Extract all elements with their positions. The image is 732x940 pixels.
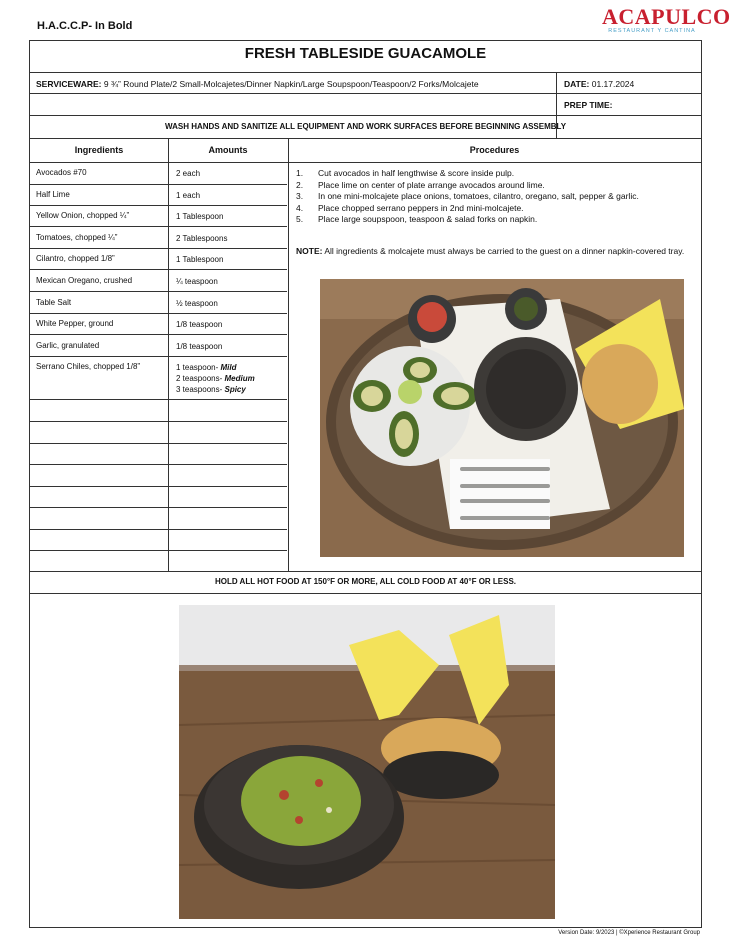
tray-setup-photo [320, 279, 684, 557]
ingredient-amount: 2 Tablespoons [176, 234, 228, 243]
ingredient-amount: ¼ teaspoon [176, 277, 218, 286]
ingredient-amount: ½ teaspoon [176, 299, 218, 308]
recipe-card [29, 40, 702, 928]
serviceware-line [36, 79, 479, 89]
ingredient-amount: 1 Tablespoon [176, 212, 224, 221]
ingredient-name: Yellow Onion, chopped ¼” [36, 211, 130, 220]
note-label: NOTE: [296, 246, 323, 256]
ingredient-name: Table Salt [36, 298, 72, 307]
procedure-step: 3. In one mini-molcajete place onions, tomatoes, cilantro, oregano, salt, pepper & garlic. [296, 191, 639, 201]
hold-notice: HOLD ALL HOT FOOD AT 150°F OR MORE, ALL COLD FOOD AT 40°F OR LESS. [214, 577, 517, 586]
ingredient-name: Half Lime [36, 190, 70, 199]
acapulco-logo [602, 4, 731, 34]
serrano-medium: 2 teaspoons- Medium [176, 374, 255, 383]
prep-time-label: PREP TIME: [564, 100, 613, 110]
serviceware-label: SERVICEWARE: [36, 79, 102, 89]
serrano-mild: 1 teaspoon- Mild [176, 363, 237, 372]
procedure-step: 1. Cut avocados in half lengthwise & score inside pulp. [296, 168, 515, 178]
wash-notice: WASH HANDS AND SANITIZE ALL EQUIPMENT AND WORK SURFACES BEFORE BEGINNING ASSEMBLY [164, 122, 567, 131]
ingredient-amount: 1 Tablespoon [176, 255, 224, 264]
ingredient-amount: 1/8 teaspoon [176, 320, 223, 329]
procedures-header: Procedures [469, 145, 520, 155]
date-label: DATE: [564, 79, 590, 89]
serviceware-value: 9 ¾” Round Plate/2 Small-Molcajetes/Dinner Napkin/Large Soupspoon/Teaspoon/2 Forks/Molcajete [103, 79, 479, 89]
ingredient-amount: 1/8 teaspoon [176, 342, 223, 351]
amounts-header: Amounts [208, 145, 248, 155]
ingredient-name: Cilantro, chopped 1/8” [36, 254, 115, 263]
date-line [564, 79, 634, 89]
procedure-list [296, 168, 639, 226]
date-value: 01.17.2024 [591, 79, 635, 89]
logo-wordmark: ACAPULCO [602, 4, 731, 29]
procedure-step: 5. Place large soupspoon, teaspoon & salad forks on napkin. [296, 214, 538, 224]
serrano-spicy: 3 teaspoons- Spicy [176, 385, 246, 394]
haccp-label: H.A.C.C.P- In Bold [37, 20, 133, 32]
recipe-title: FRESH TABLESIDE GUACAMOLE [244, 45, 487, 62]
version-date: Version Date: 9/2023 | ©Xperience Restaurant Group [558, 930, 700, 936]
ingredient-amount: 2 each [176, 169, 201, 178]
serrano-amounts [176, 362, 255, 395]
ingredient-name: Tomatoes, chopped ¼” [36, 233, 118, 242]
finished-guacamole-photo [179, 605, 555, 919]
ingredient-name: White Pepper, ground [36, 319, 114, 328]
procedure-step: 4. Place chopped serrano peppers in 2nd mini-molcajete. [296, 202, 524, 213]
note-text: All ingredients & molcajete must always be carried to the guest on a dinner napkin-covered tray. [322, 246, 685, 256]
ingredient-name: Mexican Oregano, crushed [36, 276, 133, 285]
procedure-step: 2. Place lime on center of plate arrange avocados around lime. [296, 179, 545, 190]
note [296, 245, 696, 257]
ingredient-name-serrano: Serrano Chiles, chopped 1/8” [36, 362, 141, 371]
ingredient-name: Avocados #70 [36, 168, 87, 177]
ingredient-amount: 1 each [176, 191, 201, 200]
ingredients-header: Ingredients [74, 145, 124, 155]
logo-subtitle: RESTAURANT Y CANTINA [608, 28, 696, 34]
ingredient-name: Garlic, granulated [36, 341, 100, 350]
